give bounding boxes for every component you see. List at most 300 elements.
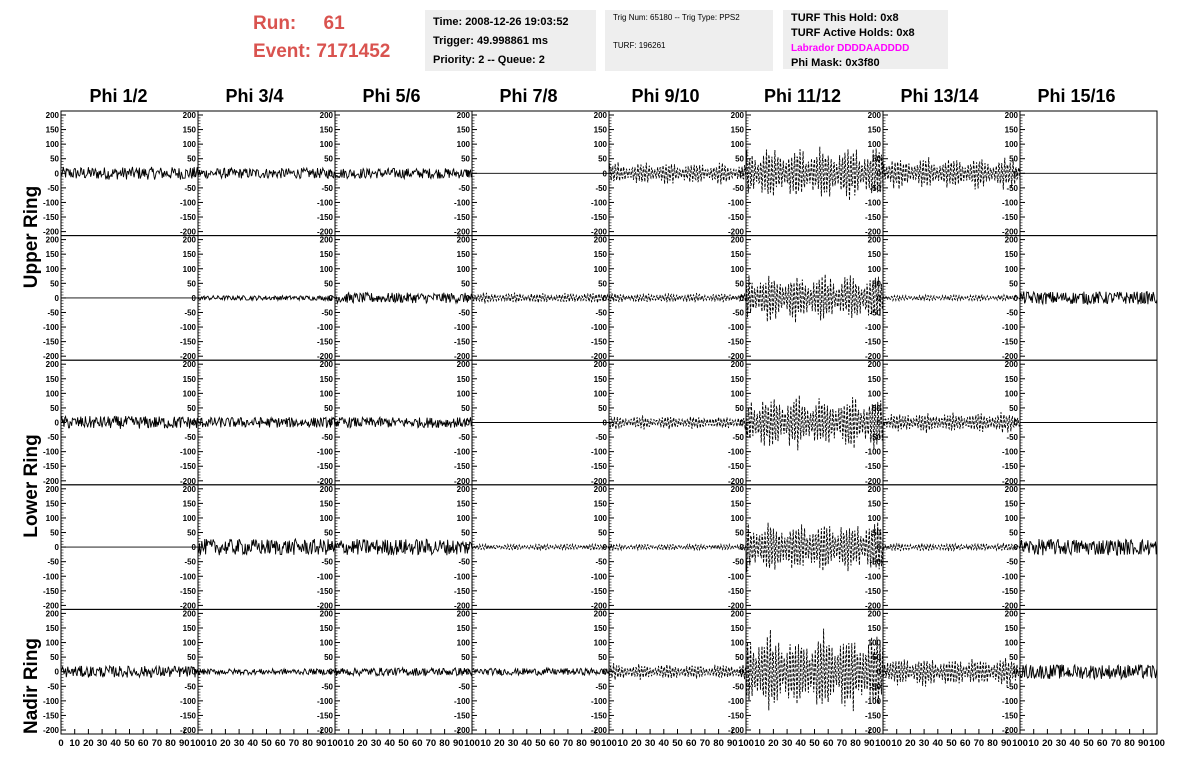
y-tick-label: 150: [593, 374, 607, 384]
x-tick-label: 50: [535, 738, 546, 749]
y-tick-label: -100: [42, 198, 59, 208]
trigger-text: Trigger: 49.998861 ms: [433, 35, 548, 47]
y-tick-label: 100: [319, 140, 333, 150]
y-tick-label: 200: [1004, 484, 1018, 494]
y-tick-label: 200: [730, 235, 744, 245]
y-tick-label: 200: [456, 235, 470, 245]
y-tick-label: -100: [727, 323, 744, 333]
y-tick-label: -200: [453, 726, 470, 735]
y-tick-label: 100: [593, 389, 607, 399]
phi-label-8: Phi 15/16: [1037, 86, 1116, 106]
phi-label-4: Phi 7/8: [499, 86, 558, 106]
y-tick-label: 0: [602, 169, 607, 179]
y-tick-label: -150: [42, 711, 59, 721]
y-tick-label: -200: [179, 476, 196, 486]
y-tick-label: 50: [50, 154, 59, 164]
waveform-trace: [746, 395, 883, 450]
y-tick-label: -150: [864, 711, 881, 721]
y-tick-label: 100: [456, 264, 470, 274]
y-tick-label: 50: [187, 653, 196, 663]
y-tick-label: 0: [328, 418, 333, 428]
y-tick-label: -50: [869, 433, 881, 443]
x-tick-label: 80: [850, 738, 861, 749]
y-tick-label: -50: [732, 183, 744, 193]
y-tick-label: -100: [727, 447, 744, 457]
x-tick-label: 100: [190, 738, 206, 749]
y-tick-label: -50: [869, 682, 881, 692]
y-tick-label: -200: [590, 726, 607, 735]
y-tick-label: -100: [316, 572, 333, 582]
y-tick-label: -150: [864, 462, 881, 472]
y-tick-label: 100: [593, 638, 607, 648]
y-tick-label: -50: [321, 183, 333, 193]
x-tick-label: 20: [905, 738, 916, 749]
y-tick-label: 50: [461, 154, 470, 164]
y-tick-label: 0: [191, 543, 196, 553]
y-tick-label: 0: [876, 293, 881, 303]
x-tick-label: 60: [137, 738, 149, 749]
y-tick-label: -200: [179, 352, 196, 362]
y-tick-label: -150: [42, 337, 59, 347]
y-tick-label: 0: [602, 293, 607, 303]
y-tick-label: -150: [590, 711, 607, 721]
y-tick-label: -150: [590, 462, 607, 472]
y-tick-label: -200: [1001, 601, 1018, 611]
x-tick-label: 10: [206, 738, 217, 749]
y-tick-label: 0: [1013, 169, 1018, 179]
y-tick-label: -150: [42, 586, 59, 596]
y-tick-label: 100: [319, 264, 333, 274]
y-tick-label: 50: [324, 279, 333, 289]
y-tick-label: 200: [182, 111, 196, 120]
y-tick-label: 200: [867, 609, 881, 619]
y-tick-label: -200: [42, 726, 59, 735]
y-tick-label: -100: [864, 323, 881, 333]
y-tick-label: 0: [876, 418, 881, 428]
y-tick-label: -200: [1001, 476, 1018, 486]
waveform-trace: [198, 539, 335, 555]
run-value: 61: [323, 13, 345, 34]
y-tick-label: -200: [1001, 726, 1018, 735]
x-tick-label: 20: [1042, 738, 1053, 749]
x-tick-label: 80: [302, 738, 313, 749]
y-tick-label: 150: [593, 623, 607, 633]
y-tick-label: -100: [864, 572, 881, 582]
y-tick-label: 50: [187, 528, 196, 538]
y-tick-label: -50: [321, 682, 333, 692]
waveform-trace: [1020, 665, 1157, 679]
y-tick-label: -50: [184, 557, 196, 567]
y-tick-label: 50: [324, 154, 333, 164]
y-tick-label: 100: [456, 638, 470, 648]
waveform-trace: [198, 293, 335, 303]
y-tick-label: -200: [316, 476, 333, 486]
y-tick-label: 50: [872, 403, 881, 413]
y-tick-label: -50: [869, 557, 881, 567]
y-tick-label: -100: [1001, 696, 1018, 706]
y-tick-label: 100: [730, 140, 744, 150]
waveform-trace: [746, 274, 883, 322]
y-tick-label: 0: [328, 543, 333, 553]
x-tick-label: 60: [822, 738, 834, 749]
y-tick-label: 150: [182, 623, 196, 633]
y-tick-label: 50: [735, 528, 744, 538]
y-tick-label: 200: [45, 360, 59, 370]
y-tick-label: 0: [54, 543, 59, 553]
y-tick-label: -150: [179, 462, 196, 472]
y-tick-label: -100: [590, 198, 607, 208]
phi-label-2: Phi 3/4: [225, 86, 284, 106]
y-tick-label: -150: [179, 711, 196, 721]
x-tick-label: 10: [617, 738, 628, 749]
ring-label-lower: Lower Ring: [21, 434, 42, 538]
x-tick-label: 80: [1124, 738, 1135, 749]
y-tick-label: -100: [316, 323, 333, 333]
y-tick-label: -150: [42, 213, 59, 223]
y-tick-label: 200: [182, 609, 196, 619]
x-tick-label: 0: [58, 738, 64, 749]
waveform-trace: [609, 544, 746, 551]
waveform-trace: [883, 154, 1020, 189]
y-tick-label: 50: [1009, 279, 1018, 289]
y-tick-label: 150: [867, 250, 881, 260]
y-tick-label: -100: [179, 323, 196, 333]
y-tick-label: -200: [590, 601, 607, 611]
x-tick-label: 40: [795, 738, 807, 749]
y-tick-label: 0: [54, 293, 59, 303]
y-tick-label: -150: [453, 586, 470, 596]
y-tick-label: 100: [319, 513, 333, 523]
y-tick-label: -200: [590, 476, 607, 486]
y-tick-label: 100: [593, 264, 607, 274]
y-tick-label: -50: [184, 183, 196, 193]
y-tick-label: 150: [456, 250, 470, 260]
y-tick-label: 200: [45, 609, 59, 619]
y-tick-label: 50: [461, 653, 470, 663]
y-tick-label: -150: [727, 586, 744, 596]
x-tick-label: 10: [1028, 738, 1039, 749]
y-tick-label: -100: [179, 572, 196, 582]
y-tick-label: 0: [54, 418, 59, 428]
y-tick-label: -200: [316, 601, 333, 611]
x-tick-label: 70: [1110, 738, 1122, 749]
x-tick-label: 90: [590, 738, 601, 749]
turf-text: TURF: 196261: [613, 41, 666, 50]
x-tick-label: 50: [398, 738, 409, 749]
y-tick-label: 50: [872, 279, 881, 289]
y-tick-label: 50: [461, 403, 470, 413]
y-tick-label: -50: [458, 433, 470, 443]
y-tick-label: -50: [458, 682, 470, 692]
waveform-trace: [472, 668, 609, 675]
y-tick-label: 100: [867, 264, 881, 274]
y-tick-label: -100: [453, 323, 470, 333]
y-tick-label: 200: [593, 360, 607, 370]
y-tick-label: -150: [316, 462, 333, 472]
y-tick-label: -100: [453, 572, 470, 582]
x-tick-label: 20: [631, 738, 642, 749]
turf-active-text: TURF Active Holds: 0x8: [791, 27, 915, 39]
y-tick-label: -200: [42, 601, 59, 611]
ring-label-upper: Upper Ring: [21, 185, 42, 289]
y-tick-label: 200: [1004, 111, 1018, 120]
y-tick-label: 0: [328, 667, 333, 677]
y-tick-label: 100: [319, 638, 333, 648]
y-tick-label: 150: [319, 499, 333, 509]
waveform-trace: [61, 167, 198, 180]
y-tick-label: 150: [867, 374, 881, 384]
y-tick-label: 100: [1004, 513, 1018, 523]
x-tick-label: 70: [699, 738, 711, 749]
y-tick-label: 150: [730, 499, 744, 509]
y-tick-label: 100: [182, 264, 196, 274]
y-tick-label: 100: [45, 638, 59, 648]
y-tick-label: -200: [864, 476, 881, 486]
y-tick-label: 200: [593, 111, 607, 120]
y-tick-label: -150: [453, 711, 470, 721]
y-tick-label: 100: [182, 638, 196, 648]
waveform-trace: [746, 147, 883, 201]
y-tick-label: 100: [182, 140, 196, 150]
y-tick-label: -200: [316, 726, 333, 735]
y-tick-label: 100: [182, 513, 196, 523]
y-tick-label: 0: [328, 293, 333, 303]
y-tick-label: 150: [182, 125, 196, 135]
x-tick-label: 60: [1096, 738, 1108, 749]
y-tick-label: -100: [453, 198, 470, 208]
event-label: Event:: [253, 41, 312, 62]
y-tick-label: -100: [727, 696, 744, 706]
waveform-trace: [335, 539, 472, 555]
y-tick-label: -200: [453, 601, 470, 611]
y-tick-label: 0: [54, 667, 59, 677]
x-tick-label: 40: [384, 738, 396, 749]
y-tick-label: -200: [727, 601, 744, 611]
phi-label-6: Phi 11/12: [763, 86, 842, 106]
run-label: Run:: [253, 13, 297, 34]
y-tick-label: -150: [179, 586, 196, 596]
x-tick-label: 80: [439, 738, 450, 749]
x-tick-label: 90: [727, 738, 738, 749]
y-tick-label: 50: [461, 279, 470, 289]
y-tick-label: 50: [50, 279, 59, 289]
y-tick-label: 150: [319, 125, 333, 135]
y-tick-label: 100: [1004, 638, 1018, 648]
waveform-trace: [335, 168, 472, 178]
y-tick-label: 100: [45, 513, 59, 523]
y-tick-label: -200: [453, 352, 470, 362]
y-tick-label: -200: [590, 227, 607, 237]
y-tick-label: -100: [590, 572, 607, 582]
y-tick-label: 100: [456, 513, 470, 523]
y-tick-label: -100: [316, 447, 333, 457]
y-tick-label: 200: [456, 609, 470, 619]
y-tick-label: -100: [1001, 198, 1018, 208]
y-tick-label: 50: [324, 528, 333, 538]
y-tick-label: -200: [727, 227, 744, 237]
y-tick-label: -50: [595, 308, 607, 318]
y-tick-label: -150: [590, 337, 607, 347]
y-tick-label: -200: [42, 227, 59, 237]
y-tick-label: 0: [465, 293, 470, 303]
y-tick-label: 150: [456, 125, 470, 135]
y-tick-label: -150: [590, 586, 607, 596]
y-tick-label: 200: [319, 360, 333, 370]
y-tick-label: 200: [319, 111, 333, 120]
y-tick-label: -100: [864, 447, 881, 457]
y-tick-label: 50: [735, 154, 744, 164]
y-tick-label: -50: [321, 433, 333, 443]
y-tick-label: -200: [453, 227, 470, 237]
y-tick-label: 0: [876, 169, 881, 179]
waveform-trace: [198, 417, 335, 427]
y-tick-label: -50: [595, 557, 607, 567]
y-tick-label: -100: [727, 198, 744, 208]
time-text: Time: 2008-12-26 19:03:52: [433, 16, 569, 28]
waveform-trace: [335, 293, 472, 303]
waveform-trace: [609, 162, 746, 184]
x-tick-label: 10: [480, 738, 491, 749]
y-tick-label: 100: [182, 389, 196, 399]
y-tick-label: 100: [456, 140, 470, 150]
y-tick-label: 150: [730, 374, 744, 384]
x-tick-label: 30: [96, 738, 108, 749]
y-tick-label: 100: [319, 389, 333, 399]
y-tick-label: -150: [727, 711, 744, 721]
y-tick-label: -150: [864, 337, 881, 347]
y-tick-label: -100: [590, 323, 607, 333]
y-tick-label: 0: [191, 169, 196, 179]
y-tick-label: -50: [732, 433, 744, 443]
y-tick-label: -50: [458, 308, 470, 318]
y-tick-label: 200: [182, 235, 196, 245]
y-tick-label: -50: [458, 183, 470, 193]
y-tick-label: 100: [867, 389, 881, 399]
y-tick-label: 200: [867, 235, 881, 245]
y-tick-label: 150: [45, 250, 59, 260]
x-tick-label: 90: [1138, 738, 1149, 749]
y-tick-label: 100: [593, 140, 607, 150]
y-tick-label: 0: [465, 543, 470, 553]
y-tick-label: -100: [316, 198, 333, 208]
y-tick-label: 0: [739, 543, 744, 553]
y-tick-label: -200: [727, 726, 744, 735]
y-tick-label: -150: [316, 213, 333, 223]
x-tick-label: 60: [959, 738, 971, 749]
y-tick-label: -50: [869, 308, 881, 318]
y-tick-label: 100: [593, 513, 607, 523]
x-tick-label: 20: [83, 738, 94, 749]
y-tick-label: 0: [1013, 418, 1018, 428]
y-tick-label: 200: [182, 360, 196, 370]
panel-frame: [609, 609, 746, 734]
x-tick-label: 30: [781, 738, 793, 749]
y-tick-label: -50: [184, 433, 196, 443]
y-tick-label: -100: [179, 447, 196, 457]
y-tick-label: 150: [867, 125, 881, 135]
y-tick-label: -150: [1001, 213, 1018, 223]
waveform-trace: [1020, 539, 1157, 555]
y-tick-label: 0: [1013, 543, 1018, 553]
y-tick-label: 200: [45, 235, 59, 245]
x-tick-label: 40: [932, 738, 944, 749]
y-tick-label: 200: [867, 360, 881, 370]
y-tick-label: -100: [42, 696, 59, 706]
x-tick-label: 10: [891, 738, 902, 749]
y-tick-label: 150: [1004, 250, 1018, 260]
x-tick-label: 70: [151, 738, 163, 749]
x-tick-label: 20: [357, 738, 368, 749]
x-tick-label: 70: [288, 738, 300, 749]
x-tick-label: 40: [110, 738, 122, 749]
waveform-trace: [61, 416, 198, 429]
x-tick-label: 90: [864, 738, 875, 749]
waveform-trace: [335, 417, 472, 427]
x-tick-label: 70: [425, 738, 437, 749]
x-tick-label: 80: [576, 738, 587, 749]
x-tick-label: 20: [220, 738, 231, 749]
y-tick-label: -100: [179, 198, 196, 208]
y-tick-label: -50: [732, 682, 744, 692]
trig-num-text: Trig Num: 65180 -- Trig Type: PPS2: [613, 13, 740, 22]
y-tick-label: 150: [593, 250, 607, 260]
y-tick-label: 50: [187, 403, 196, 413]
y-tick-label: -150: [864, 213, 881, 223]
x-tick-label: 50: [946, 738, 957, 749]
y-tick-label: -150: [727, 462, 744, 472]
y-tick-label: 150: [593, 125, 607, 135]
y-tick-label: -150: [1001, 462, 1018, 472]
y-tick-label: 50: [1009, 528, 1018, 538]
y-tick-label: -150: [864, 586, 881, 596]
y-tick-label: 50: [187, 279, 196, 289]
y-tick-label: -150: [316, 711, 333, 721]
y-tick-label: 50: [598, 653, 607, 663]
y-tick-label: 150: [456, 499, 470, 509]
y-tick-label: 200: [319, 484, 333, 494]
y-tick-label: -50: [1006, 682, 1018, 692]
x-tick-label: 30: [507, 738, 519, 749]
y-tick-label: -150: [179, 337, 196, 347]
y-tick-label: -100: [590, 447, 607, 457]
x-tick-label: 60: [411, 738, 423, 749]
y-tick-label: 50: [324, 653, 333, 663]
x-tick-label: 10: [69, 738, 80, 749]
x-tick-label: 70: [973, 738, 985, 749]
y-tick-label: 150: [1004, 499, 1018, 509]
y-tick-label: -200: [1001, 227, 1018, 237]
y-tick-label: 0: [876, 667, 881, 677]
y-tick-label: 50: [872, 154, 881, 164]
y-tick-label: 0: [739, 169, 744, 179]
y-tick-label: 150: [45, 499, 59, 509]
waveform-trace: [609, 293, 746, 302]
x-tick-label: 40: [247, 738, 259, 749]
y-tick-label: -100: [727, 572, 744, 582]
y-tick-label: 100: [1004, 264, 1018, 274]
y-tick-label: -200: [179, 227, 196, 237]
y-tick-label: 200: [593, 609, 607, 619]
y-tick-label: -50: [1006, 433, 1018, 443]
waveform-trace: [746, 629, 883, 712]
y-tick-label: -200: [453, 476, 470, 486]
y-tick-label: 150: [867, 623, 881, 633]
y-tick-label: 200: [319, 609, 333, 619]
y-tick-label: 100: [730, 264, 744, 274]
phi-label-3: Phi 5/6: [362, 86, 421, 106]
x-tick-label: 100: [875, 738, 891, 749]
x-tick-label: 50: [261, 738, 272, 749]
